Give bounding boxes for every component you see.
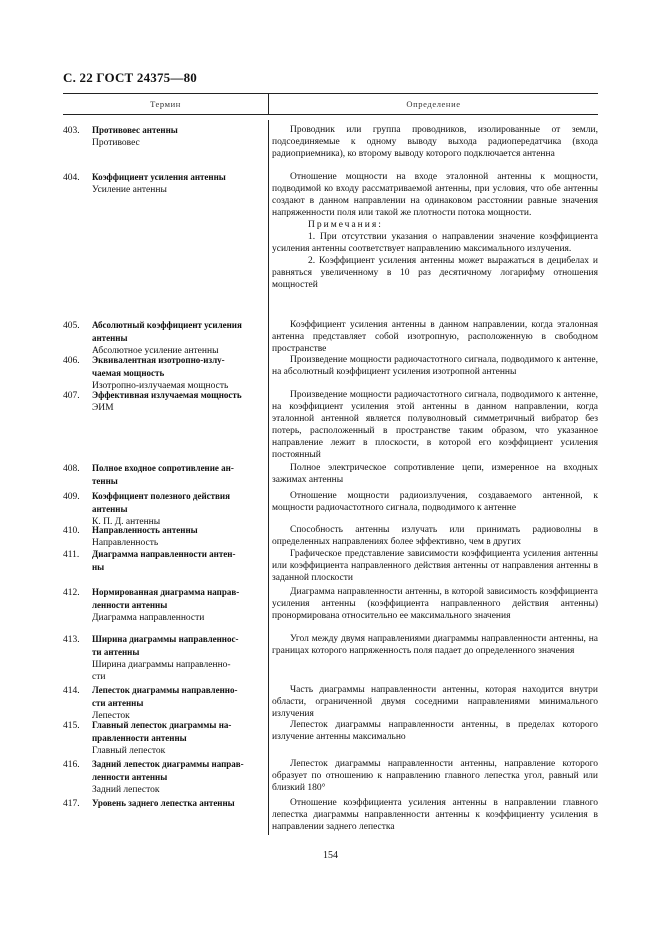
term-name-line bbox=[63, 490, 263, 503]
term-name-line bbox=[63, 684, 263, 697]
definition-entry bbox=[272, 354, 598, 378]
term-synonym: Направленность bbox=[92, 538, 159, 548]
definition-entry bbox=[272, 171, 598, 291]
table-head-rule bbox=[63, 114, 598, 115]
term-entry bbox=[63, 319, 263, 357]
definition-text: Полное электрическое сопротивление цепи, измеренное на входных зажимах антенны bbox=[272, 463, 598, 485]
definition-entry bbox=[272, 548, 598, 584]
definition-entry bbox=[272, 524, 598, 548]
term-name: Лепесток диаграммы направленно- bbox=[92, 685, 238, 695]
term-name-line bbox=[63, 732, 263, 745]
term-synonym: Абсолютное усиление антенны bbox=[92, 346, 219, 356]
term-name: антенны bbox=[92, 504, 128, 514]
term-number: 412. bbox=[63, 588, 80, 598]
term-name-line bbox=[63, 462, 263, 475]
definition-text: Проводник или группа проводников, изолированные от земли, подсоединяемые к одному выводу выхода радиопередатчика (входа радиоприемника), ко второму выводу которого подключается антенна bbox=[272, 125, 598, 159]
column-head-term: Термин bbox=[150, 99, 181, 109]
term-entry bbox=[63, 462, 263, 488]
term-number: 404. bbox=[63, 173, 80, 183]
term-name-line bbox=[63, 548, 263, 561]
term-entry bbox=[63, 684, 263, 722]
term-name-line bbox=[63, 171, 263, 184]
term-number: 417. bbox=[63, 799, 80, 809]
term-name: Уровень заднего лепестка антенны bbox=[92, 798, 235, 808]
note-text: 1. При отсутствии указания о направлении значение коэффициента усиления антенны соответствует направлению максимального излучения. bbox=[272, 232, 598, 254]
term-synonym: Ширина диаграммы направленно- bbox=[92, 660, 231, 670]
term-number: 409. bbox=[63, 492, 80, 502]
term-name: ленности антенны bbox=[92, 772, 168, 782]
term-name-line bbox=[63, 524, 263, 537]
term-synonym: ЭИМ bbox=[92, 403, 114, 413]
definition-entry bbox=[272, 684, 598, 720]
term-synonym: К. П. Д. антенны bbox=[92, 517, 161, 527]
definition-text: Лепесток диаграммы направленности антенны, направление которого образует по отношению к направлению главного лепестка угол, равный или близкий 180° bbox=[272, 759, 598, 793]
term-entry bbox=[63, 171, 263, 196]
term-number: 408. bbox=[63, 464, 80, 474]
term-name-line bbox=[63, 475, 263, 488]
term-entry bbox=[63, 354, 263, 392]
term-name-line bbox=[63, 771, 263, 784]
definition-text: Угол между двумя направлениями диаграммы направленности антенны, на границах которого напряженность поля падает до определенного значения bbox=[272, 634, 598, 656]
note-text: 2. Коэффициент усиления антенны может выражаться в децибелах и равняться увеличенному в 10 раз десятичному логарифму отношения мощностей bbox=[272, 256, 598, 290]
term-name-line bbox=[63, 354, 263, 367]
term-entry bbox=[63, 524, 263, 549]
definition-text: Часть диаграммы направленности антенны, которая находится внутри области, ограниченной двумя соседними направлениями минимального излучения bbox=[272, 685, 598, 719]
table-top-rule bbox=[63, 93, 598, 94]
term-name: Задний лепесток диаграммы направ- bbox=[92, 759, 244, 769]
term-entry bbox=[63, 490, 263, 528]
term-name-line bbox=[63, 697, 263, 710]
term-number: 405. bbox=[63, 321, 80, 331]
term-name-line bbox=[63, 599, 263, 612]
definition-text: Произведение мощности радиочастотного сигнала, подводимого к антенне, на абсолютный коэффициент усиления изотропной антенны bbox=[272, 355, 598, 377]
term-name: антенны bbox=[92, 333, 128, 343]
definition-text: Отношение мощности на входе эталонной антенны к мощности, подводимой ко входу рассматриваемой антенны, при условия, что обе антенны создают в данном направлении на одинаковом расстоянии равные значения напряженности поля или такой же плотности потока мощности. bbox=[272, 172, 598, 218]
term-name-line bbox=[63, 758, 263, 771]
definition-text: Коэффициент усиления антенны в данном направлении, когда эталонная антенна представляет собой изотропную, расположенную в свободном пространстве bbox=[272, 320, 598, 354]
definition-entry bbox=[272, 490, 598, 514]
term-name: Главный лепесток диаграммы на- bbox=[92, 720, 232, 730]
term-name-line bbox=[63, 367, 263, 380]
term-name: ти антенны bbox=[92, 647, 140, 657]
term-entry bbox=[63, 124, 263, 149]
page-header: С. 22 ГОСТ 24375—80 bbox=[63, 70, 197, 85]
term-number: 406. bbox=[63, 356, 80, 366]
definition-text: Способность антенны излучать или принимать радиоволны в определенных направлениях более эффективно, чем в других bbox=[272, 525, 598, 547]
term-name-line bbox=[63, 319, 263, 332]
notes-title: Примечания: bbox=[308, 220, 383, 230]
term-name-line bbox=[63, 633, 263, 646]
term-name: Диаграмма направленности антен- bbox=[92, 549, 236, 559]
column-divider bbox=[268, 120, 269, 835]
definition-entry bbox=[272, 633, 598, 657]
term-entry bbox=[63, 389, 263, 414]
term-name-line bbox=[63, 389, 263, 402]
term-name: сти антенны bbox=[92, 698, 144, 708]
term-entry bbox=[63, 758, 263, 796]
term-name: Противовес антенны bbox=[92, 125, 178, 135]
term-number: 410. bbox=[63, 526, 80, 536]
term-number: 413. bbox=[63, 635, 80, 645]
definition-entry bbox=[272, 797, 598, 833]
term-name-line bbox=[63, 561, 263, 574]
term-name: Полное входное сопротивление ан- bbox=[92, 463, 234, 473]
term-synonym: Изотропно-излучаемая мощность bbox=[92, 381, 229, 391]
term-number: 411. bbox=[63, 550, 80, 560]
term-entry bbox=[63, 633, 263, 683]
term-entry bbox=[63, 719, 263, 757]
term-synonym: Главный лепесток bbox=[92, 746, 166, 756]
term-name: правленности антенны bbox=[92, 733, 187, 743]
definition-text: Диаграмма направленности антенны, в которой зависимость коэффициента усиления антенны (коэффициента направленного действия антенны) пронормирована относительно ее максимального значения bbox=[272, 587, 598, 621]
definition-entry bbox=[272, 719, 598, 743]
definition-text: Графическое представление зависимости коэффициента усиления антенны или коэффициента направленного действия антенны от направления антенны в заданной плоскости bbox=[272, 549, 598, 583]
term-number: 416. bbox=[63, 760, 80, 770]
term-name-line bbox=[63, 646, 263, 659]
definition-text: Отношение коэффициента усиления антенны в направлении главного лепестка диаграммы направленности антенны к коэффициенту усиления в направлении заднего лепестка bbox=[272, 798, 598, 832]
term-name: Ширина диаграммы направленнос- bbox=[92, 634, 239, 644]
term-synonym: Усиление антенны bbox=[92, 185, 167, 195]
definition-text: Произведение мощности радиочастотного сигнала, подводимого к антенне, на коэффициент усиления этой антенны в данном направлении, когда эталонной антенной является полуволновый симметричный вибратор без потерь, расположенный в пространстве таким образом, что указанное направление лежит в плоскости, в которой его коэффициент усиления постоянный bbox=[272, 390, 598, 460]
term-name-line bbox=[63, 503, 263, 516]
term-number: 415. bbox=[63, 721, 80, 731]
definition-entry bbox=[272, 462, 598, 486]
definition-entry bbox=[272, 389, 598, 461]
term-entry bbox=[63, 586, 263, 624]
definition-entry bbox=[272, 124, 598, 160]
term-name: Эффективная излучаемая мощность bbox=[92, 390, 242, 400]
column-head-definition: Определение bbox=[406, 99, 461, 109]
term-name-line bbox=[63, 586, 263, 599]
term-name-line bbox=[63, 797, 263, 810]
definition-entry bbox=[272, 758, 598, 794]
term-synonym: Лепесток bbox=[92, 711, 130, 721]
term-synonym: Диаграмма направленности bbox=[92, 613, 205, 623]
term-name: ны bbox=[92, 562, 105, 572]
term-name: Нормированная диаграмма направ- bbox=[92, 587, 240, 597]
definition-entry bbox=[272, 319, 598, 355]
term-number: 414. bbox=[63, 686, 80, 696]
term-name: тенны bbox=[92, 476, 118, 486]
term-number: 403. bbox=[63, 126, 80, 136]
term-entry bbox=[63, 548, 263, 574]
term-name: Эквивалентная изотропно-излу- bbox=[92, 355, 225, 365]
definition-entry bbox=[272, 586, 598, 622]
term-name-line bbox=[63, 719, 263, 732]
term-synonym: Противовес bbox=[92, 138, 140, 148]
term-entry bbox=[63, 797, 263, 810]
page-number: 154 bbox=[323, 850, 338, 861]
term-name-line bbox=[63, 332, 263, 345]
definition-text: Отношение мощности радиоизлучения, создаваемого антенной, к мощности радиочастотного сигнала, подводимого к антенне bbox=[272, 491, 598, 513]
term-synonym: Задний лепесток bbox=[92, 785, 160, 795]
term-name-line bbox=[63, 124, 263, 137]
term-name: чаемая мощность bbox=[92, 368, 165, 378]
term-name: Абсолютный коэффициент усиления bbox=[92, 320, 242, 330]
term-name: Направленность антенны bbox=[92, 525, 198, 535]
term-name: Коэффициент полезного действия bbox=[92, 491, 230, 501]
term-name: ленности антенны bbox=[92, 600, 168, 610]
term-number: 407. bbox=[63, 391, 80, 401]
term-synonym: сти bbox=[92, 672, 106, 682]
definition-text: Лепесток диаграммы направленности антенны, в пределах которого излучение антенны максимально bbox=[272, 720, 598, 742]
term-name: Коэффициент усиления антенны bbox=[92, 172, 226, 182]
